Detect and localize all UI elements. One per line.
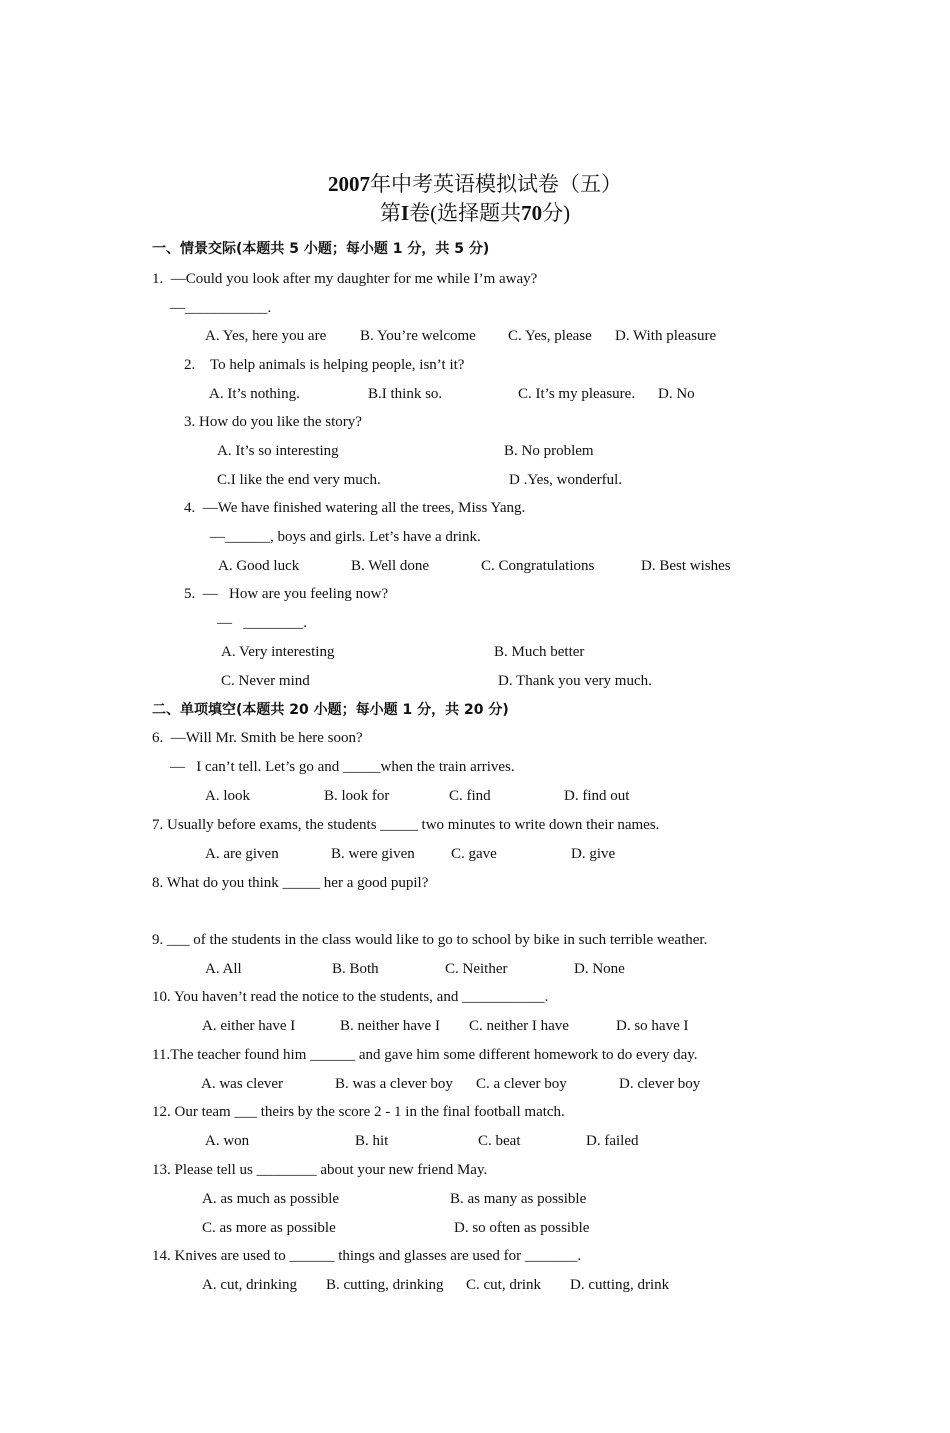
- q7-option-b: B. were given: [331, 846, 415, 862]
- q12-option-c: C. beat: [478, 1133, 521, 1149]
- q11-option-a: A. was clever: [201, 1076, 284, 1092]
- q3-option-d: D .Yes, wonderful.: [509, 472, 623, 488]
- section-1-heading: 一、情景交际(本题共 5 小题；每小题 1 分，共 5 分): [152, 241, 490, 257]
- q9-option-c: C. Neither: [445, 961, 508, 977]
- q9-stem: 9. ___ of the students in the class would like to go to school by bike in such terrible weather.: [152, 932, 708, 948]
- q2-option-d: D. No: [658, 386, 695, 402]
- q9-option-a: A. All: [205, 961, 242, 977]
- q1-stem: 1. —Could you look after my daughter for me while I’m away?: [152, 271, 538, 287]
- q6-option-a: A. look: [205, 788, 250, 804]
- q4-option-a: A. Good luck: [218, 558, 300, 574]
- q13-option-a: A. as much as possible: [202, 1191, 340, 1207]
- part-title-b: I: [400, 201, 410, 225]
- q5-option-a: A. Very interesting: [221, 644, 335, 660]
- exam-title: [0, 171, 950, 197]
- q10-stem: 10. You haven’t read the notice to the students, and ___________.: [152, 989, 549, 1005]
- title-year: 2007: [328, 172, 370, 196]
- q6-stem: 6. —Will Mr. Smith be here soon?: [152, 730, 363, 746]
- q12-option-d: D. failed: [586, 1133, 639, 1149]
- q2-option-c: C. It’s my pleasure.: [518, 386, 636, 402]
- q7-stem: 7. Usually before exams, the students _____ two minutes to write down their names.: [152, 817, 660, 833]
- q9-option-d: D. None: [574, 961, 625, 977]
- part-title-a: 第: [379, 201, 401, 225]
- q5-option-d: D. Thank you very much.: [498, 673, 652, 689]
- q14-stem: 14. Knives are used to ______ things and glasses are used for _______.: [152, 1248, 582, 1264]
- q11-option-c: C. a clever boy: [476, 1076, 567, 1092]
- q8-stem: 8. What do you think _____ her a good pupil?: [152, 875, 429, 891]
- q1-option-b: B. You’re welcome: [360, 328, 476, 344]
- q6-option-d: D. find out: [564, 788, 630, 804]
- q5-stem: 5. — How are you feeling now?: [184, 586, 389, 602]
- q4-stem: 4. —We have finished watering all the trees, Miss Yang.: [184, 500, 526, 516]
- q2-option-b: B.I think so.: [368, 386, 443, 402]
- q3-option-c: C.I like the end very much.: [217, 472, 381, 488]
- q11-option-b: B. was a clever boy: [335, 1076, 453, 1092]
- q10-option-c: C. neither I have: [469, 1018, 569, 1034]
- q14-option-c: C. cut, drink: [466, 1277, 541, 1293]
- part-title-e: 分): [542, 201, 571, 225]
- q12-stem: 12. Our team ___ theirs by the score 2 - 1 in the final football match.: [152, 1104, 565, 1120]
- q1-option-a: A. Yes, here you are: [205, 328, 327, 344]
- q6-reply: — I can’t tell. Let’s go and _____when the train arrives.: [170, 759, 515, 775]
- q5-reply: — ________.: [217, 615, 307, 631]
- q12-option-a: A. won: [205, 1133, 250, 1149]
- q5-option-b: B. Much better: [494, 644, 585, 660]
- q7-option-a: A. are given: [205, 846, 279, 862]
- q14-option-d: D. cutting, drink: [570, 1277, 670, 1293]
- q4-option-c: C. Congratulations: [481, 558, 595, 574]
- part-title-c: 卷(选择题共: [409, 201, 522, 225]
- q11-option-d: D. clever boy: [619, 1076, 701, 1092]
- q5-option-c: C. Never mind: [221, 673, 310, 689]
- q2-option-a: A. It’s nothing.: [209, 386, 300, 402]
- q6-option-b: B. look for: [324, 788, 390, 804]
- q4-option-b: B. Well done: [351, 558, 430, 574]
- q4-option-d: D. Best wishes: [641, 558, 731, 574]
- q6-option-c: C. find: [449, 788, 491, 804]
- part-title: [0, 200, 950, 226]
- title-rest: 年中考英语模拟试卷（五）: [370, 172, 622, 196]
- q10-option-a: A. either have I: [202, 1018, 296, 1034]
- q7-option-c: C. gave: [451, 846, 497, 862]
- q3-option-b: B. No problem: [504, 443, 594, 459]
- q4-reply: —______, boys and girls. Let’s have a drink.: [210, 529, 481, 545]
- q3-option-a: A. It’s so interesting: [217, 443, 339, 459]
- q7-option-d: D. give: [571, 846, 616, 862]
- q13-stem: 13. Please tell us ________ about your new friend May.: [152, 1162, 488, 1178]
- q3-stem: 3. How do you like the story?: [184, 414, 362, 430]
- part-title-d: 70: [521, 201, 543, 225]
- section-2-heading: 二、单项填空(本题共 20 小题；每小题 1 分，共 20 分): [152, 702, 509, 718]
- q9-option-b: B. Both: [332, 961, 379, 977]
- q13-option-b: B. as many as possible: [450, 1191, 587, 1207]
- q14-option-a: A. cut, drinking: [202, 1277, 297, 1293]
- q11-stem: 11.The teacher found him ______ and gave him some different homework to do every day.: [152, 1047, 698, 1063]
- q2-stem: 2. To help animals is helping people, isn’t it?: [184, 357, 465, 373]
- q1-reply: —___________.: [170, 300, 272, 316]
- q14-option-b: B. cutting, drinking: [326, 1277, 444, 1293]
- q1-option-d: D. With pleasure: [615, 328, 717, 344]
- q13-option-c: C. as more as possible: [202, 1220, 336, 1236]
- q12-option-b: B. hit: [355, 1133, 389, 1149]
- q10-option-d: D. so have I: [616, 1018, 689, 1034]
- q1-option-c: C. Yes, please: [508, 328, 592, 344]
- q10-option-b: B. neither have I: [340, 1018, 440, 1034]
- q13-option-d: D. so often as possible: [454, 1220, 590, 1236]
